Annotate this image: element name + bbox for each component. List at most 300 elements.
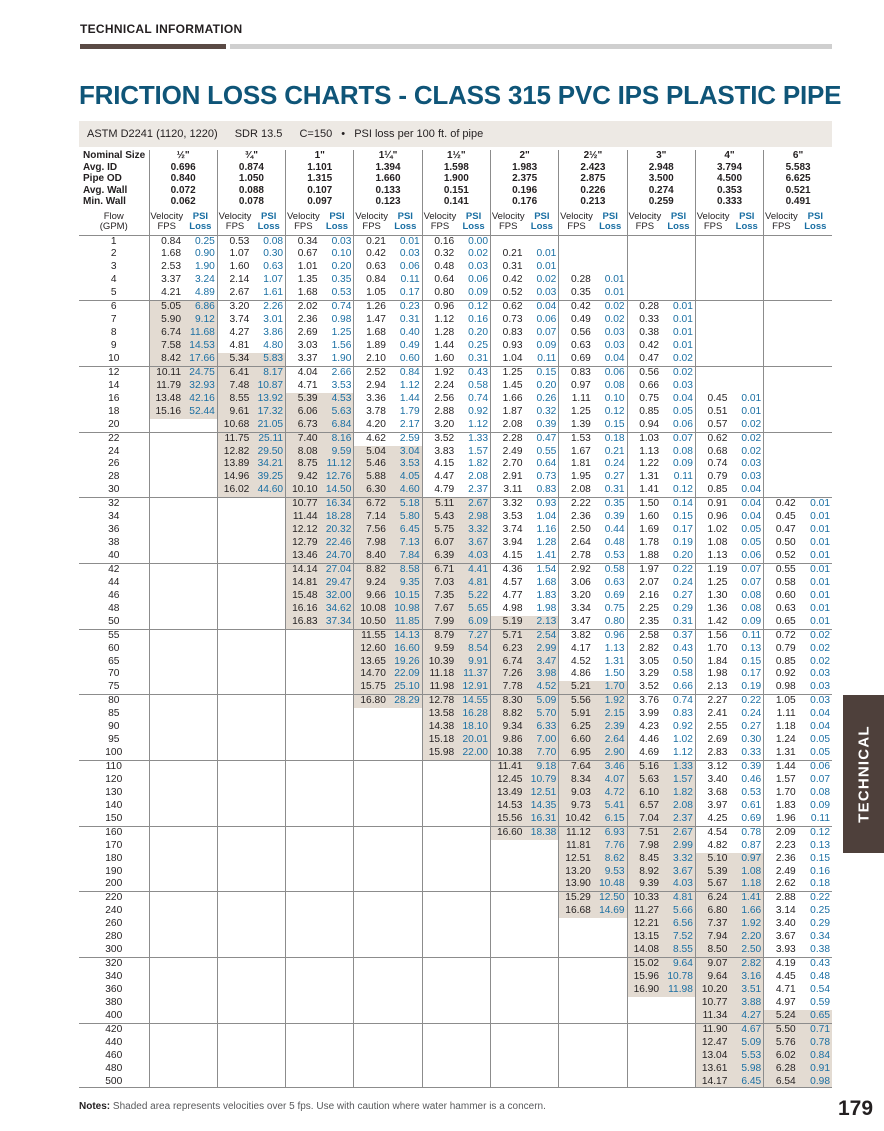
velocity-cell — [149, 800, 184, 813]
psi-loss-cell — [662, 235, 695, 248]
psi-loss-cell: 9.53 — [594, 866, 627, 879]
spec-label: Nominal Size — [83, 150, 146, 161]
velocity-cell: 2.24 — [422, 380, 457, 393]
velocity-cell — [286, 629, 321, 642]
velocity-cell — [286, 878, 321, 891]
velocity-cell: 2.92 — [559, 563, 594, 576]
velocity-cell — [149, 419, 184, 432]
velocity-cell: 0.53 — [217, 235, 252, 248]
psi-loss-cell — [252, 550, 285, 563]
psi-loss-cell: 0.31 — [604, 484, 625, 496]
flow-cell: 280 — [105, 931, 123, 943]
table-row — [79, 853, 832, 866]
velocity-cell — [354, 905, 389, 918]
psi-loss-cell — [730, 366, 763, 379]
psi-loss-cell: 12.91 — [457, 681, 490, 694]
psi-loss-cell: 0.49 — [399, 340, 420, 351]
psi-loss-cell: 0.25 — [468, 340, 488, 351]
flow-cell: 500 — [105, 1075, 123, 1087]
velocity-cell — [490, 1063, 525, 1076]
velocity-cell: 6.06 — [286, 406, 321, 419]
psi-loss-cell — [252, 603, 285, 616]
velocity-cell: 10.50 — [354, 616, 389, 629]
velocity-cell: 7.14 — [354, 511, 389, 524]
velocity-cell — [422, 1037, 457, 1050]
velocity-cell: 1.11 — [559, 393, 594, 406]
velocity-cell — [149, 721, 184, 734]
velocity-cell — [286, 708, 321, 721]
velocity-cell: 2.28 — [490, 432, 525, 445]
psi-loss-cell — [184, 446, 217, 459]
psi-loss-cell: 0.78 — [799, 1037, 832, 1050]
velocity-cell: 13.65 — [354, 656, 389, 669]
loss-header: Loss — [325, 221, 349, 232]
velocity-cell — [559, 1037, 594, 1050]
velocity-cell: 0.55 — [764, 563, 799, 576]
velocity-cell — [217, 931, 252, 944]
velocity-cell — [217, 958, 252, 971]
velocity-cell — [286, 656, 321, 669]
velocity-cell: 4.15 — [490, 550, 525, 563]
psi-loss-cell — [799, 340, 832, 353]
psi-loss-cell — [184, 971, 217, 984]
pipe-size: 3" — [627, 150, 695, 162]
velocity-cell — [695, 248, 730, 261]
psi-loss-cell — [525, 918, 558, 931]
table-row — [79, 918, 832, 931]
psi-loss-cell — [662, 1010, 695, 1023]
velocity-cell: 2.02 — [286, 301, 321, 314]
velocity-cell — [354, 997, 389, 1010]
table-row — [79, 800, 832, 813]
velocity-cell — [627, 235, 662, 248]
psi-loss-cell: 0.66 — [673, 681, 693, 693]
psi-loss-cell: 1.44 — [399, 392, 420, 404]
velocity-cell — [490, 840, 525, 853]
velocity-cell: 13.61 — [695, 1063, 730, 1076]
psi-loss-cell — [730, 274, 763, 287]
psi-loss-cell — [389, 958, 422, 971]
velocity-cell: 6.25 — [559, 721, 594, 734]
pipe-avg_wall: 0.133 — [354, 185, 422, 197]
velocity-cell: 15.75 — [354, 681, 389, 694]
velocity-cell: 6.72 — [354, 498, 389, 511]
psi-loss-cell — [799, 235, 832, 248]
psi-loss-cell — [594, 944, 627, 957]
psi-loss-cell — [525, 1050, 558, 1063]
psi-loss-cell: 2.08 — [662, 800, 695, 813]
flow-cell: 65 — [108, 655, 120, 667]
velocity-cell: 6.41 — [217, 366, 252, 379]
velocity-cell — [627, 1050, 662, 1063]
velocity-cell — [149, 878, 184, 891]
psi-loss-cell: 8.62 — [594, 853, 627, 866]
velocity-cell: 2.50 — [559, 524, 594, 537]
velocity-cell — [217, 616, 252, 629]
velocity-cell: 11.98 — [422, 681, 457, 694]
velocity-cell — [217, 944, 252, 957]
velocity-cell: 2.13 — [695, 681, 730, 694]
psi-loss-cell — [389, 971, 422, 984]
psi-loss-cell — [799, 366, 832, 379]
velocity-cell: 5.05 — [149, 301, 184, 314]
psi-loss-cell — [184, 1050, 217, 1063]
velocity-cell: 2.53 — [149, 261, 184, 274]
velocity-cell: 0.52 — [764, 550, 799, 563]
table-row — [79, 563, 832, 576]
psi-loss-cell: 1.98 — [536, 602, 557, 614]
velocity-cell: 4.82 — [695, 840, 730, 853]
psi-loss-cell: 7.00 — [525, 734, 558, 747]
psi-loss-cell: 0.15 — [741, 655, 762, 667]
psi-loss-cell — [457, 931, 490, 944]
psi-loss-cell: 0.33 — [741, 747, 762, 759]
psi-loss-cell: 0.96 — [594, 629, 627, 642]
psi-loss-cell: 0.02 — [604, 314, 625, 326]
psi-loss-cell: 0.08 — [604, 379, 625, 391]
velocity-cell: 10.39 — [422, 656, 457, 669]
psi-loss-cell: 0.21 — [604, 445, 625, 457]
psi-loss-cell — [252, 1010, 285, 1023]
pipe-od: 2.375 — [490, 173, 558, 185]
psi-loss-cell: 0.15 — [810, 852, 830, 864]
psi-loss-cell: 8.17 — [252, 366, 285, 379]
flow-cell: 16 — [108, 392, 120, 404]
velocity-cell: 0.31 — [490, 261, 525, 274]
velocity-cell: 8.40 — [354, 550, 389, 563]
velocity-cell — [490, 958, 525, 971]
velocity-cell: 9.66 — [354, 590, 389, 603]
psi-loss-cell: 3.53 — [331, 379, 352, 391]
velocity-header: Velocity — [696, 211, 730, 222]
velocity-cell — [149, 471, 184, 484]
psi-loss-cell — [730, 235, 763, 248]
psi-loss-cell — [252, 681, 285, 694]
velocity-cell — [559, 944, 594, 957]
notes — [79, 1101, 546, 1112]
psi-loss-cell — [457, 905, 490, 918]
psi-loss-cell: 0.11 — [730, 629, 763, 642]
psi-loss-cell: 0.29 — [673, 602, 693, 614]
velocity-cell: 6.28 — [764, 1063, 799, 1076]
psi-loss-cell: 0.63 — [604, 576, 625, 588]
velocity-cell: 6.71 — [422, 563, 457, 576]
velocity-cell — [217, 524, 252, 537]
pipe-avg_id: 1.394 — [354, 162, 422, 174]
velocity-cell — [149, 984, 184, 997]
psi-loss-cell: 0.12 — [604, 405, 625, 417]
flow-cell: 70 — [108, 668, 120, 680]
pipe-avg_id: 1.983 — [490, 162, 558, 174]
velocity-cell: 3.11 — [490, 484, 525, 497]
psi-loss-cell: 0.07 — [662, 432, 695, 445]
psi-loss-cell — [799, 274, 832, 287]
velocity-cell — [217, 577, 252, 590]
velocity-cell: 2.56 — [422, 393, 457, 406]
table-row — [79, 458, 832, 471]
psi-loss-cell: 0.03 — [604, 340, 625, 351]
velocity-cell — [354, 1037, 389, 1050]
psi-loss-cell: 0.73 — [536, 471, 557, 483]
psi-loss-cell: 6.45 — [730, 1076, 763, 1089]
table-row — [79, 1023, 832, 1036]
velocity-cell: 16.68 — [559, 905, 594, 918]
velocity-cell: 1.57 — [764, 774, 799, 787]
table-row — [79, 826, 832, 839]
velocity-cell — [695, 235, 730, 248]
fps-header: FPS — [422, 222, 457, 236]
velocity-cell — [627, 1063, 662, 1076]
velocity-cell — [149, 787, 184, 800]
velocity-cell: 7.94 — [695, 931, 730, 944]
psi-header: PSI — [739, 211, 755, 222]
velocity-cell — [149, 747, 184, 760]
velocity-cell — [422, 826, 457, 839]
table-row — [79, 432, 832, 445]
psi-loss-cell — [184, 984, 217, 997]
psi-loss-cell — [457, 761, 490, 774]
velocity-cell: 11.81 — [559, 840, 594, 853]
velocity-cell — [217, 984, 252, 997]
velocity-cell: 7.78 — [490, 681, 525, 694]
psi-loss-cell: 0.22 — [662, 563, 695, 576]
velocity-cell: 1.07 — [217, 248, 252, 261]
velocity-cell: 8.55 — [217, 393, 252, 406]
psi-loss-cell: 0.69 — [604, 589, 625, 601]
pipe-min_wall: 0.213 — [559, 196, 627, 208]
psi-loss-cell: 0.01 — [673, 327, 693, 339]
velocity-cell: 3.68 — [695, 787, 730, 800]
psi-loss-cell — [662, 274, 695, 287]
velocity-cell: 16.90 — [627, 984, 662, 997]
velocity-cell — [217, 918, 252, 931]
pipe-min_wall: 0.491 — [764, 196, 832, 208]
psi-loss-cell: 0.30 — [263, 248, 284, 260]
psi-loss-cell — [184, 563, 217, 576]
velocity-cell: 8.50 — [695, 944, 730, 957]
psi-loss-cell — [594, 261, 627, 274]
loss-header: Loss — [735, 221, 758, 232]
velocity-cell: 12.45 — [490, 774, 525, 787]
table-row — [79, 393, 832, 406]
velocity-cell: 4.71 — [764, 984, 799, 997]
velocity-cell: 9.42 — [286, 471, 321, 484]
psi-loss-cell — [457, 1063, 490, 1076]
velocity-cell — [149, 550, 184, 563]
velocity-cell — [149, 668, 184, 681]
psi-loss-cell — [184, 1010, 217, 1023]
psi-loss-cell — [799, 458, 832, 471]
velocity-cell — [149, 537, 184, 550]
psi-loss-cell — [184, 643, 217, 656]
psi-loss-cell — [184, 629, 217, 642]
velocity-cell: 3.52 — [627, 681, 662, 694]
velocity-cell — [490, 931, 525, 944]
loss-header: Loss — [599, 221, 622, 232]
psi-loss-cell: 0.84 — [389, 366, 422, 379]
psi-loss-cell: 3.32 — [662, 853, 695, 866]
velocity-cell — [286, 747, 321, 760]
velocity-cell — [149, 563, 184, 576]
velocity-cell: 3.53 — [490, 511, 525, 524]
velocity-cell: 11.34 — [695, 1010, 730, 1023]
psi-loss-cell: 3.32 — [457, 524, 490, 537]
psi-loss-cell: 0.35 — [594, 498, 627, 511]
velocity-cell — [559, 997, 594, 1010]
psi-loss-cell: 1.70 — [594, 681, 627, 694]
psi-loss-cell: 5.09 — [525, 695, 558, 708]
velocity-cell: 6.80 — [695, 905, 730, 918]
velocity-cell — [217, 498, 252, 511]
psi-loss-cell: 1.08 — [730, 866, 763, 879]
flow-cell: 260 — [105, 918, 123, 930]
psi-loss-cell — [184, 577, 217, 590]
psi-loss-cell: 0.08 — [741, 602, 762, 614]
pipe-od: 6.625 — [764, 173, 832, 185]
psi-loss-cell — [184, 708, 217, 721]
psi-loss-cell: 32.00 — [321, 590, 354, 603]
psi-loss-cell: 5.70 — [525, 708, 558, 721]
flow-cell: 380 — [105, 996, 123, 1008]
table-row — [79, 866, 832, 879]
psi-loss-cell: 0.05 — [741, 524, 762, 536]
psi-loss-cell: 0.01 — [604, 274, 625, 286]
velocity-cell — [149, 1037, 184, 1050]
psi-loss-cell — [389, 878, 422, 891]
velocity-cell: 10.68 — [217, 419, 252, 432]
psi-loss-cell: 14.13 — [389, 629, 422, 642]
psi-loss-cell: 4.53 — [321, 393, 354, 406]
table-row — [79, 498, 832, 511]
flow-cell: 22 — [79, 432, 149, 445]
velocity-cell: 2.83 — [695, 747, 730, 760]
psi-loss-cell: 18.28 — [321, 511, 354, 524]
velocity-cell — [149, 734, 184, 747]
table-row — [79, 971, 832, 984]
flow-cell: 34 — [108, 511, 120, 523]
psi-loss-cell: 18.38 — [525, 826, 558, 839]
psi-loss-cell: 19.26 — [389, 656, 422, 669]
psi-loss-cell — [799, 314, 832, 327]
psi-loss-cell — [252, 1050, 285, 1063]
velocity-cell: 3.37 — [149, 274, 184, 287]
velocity-cell: 12.60 — [354, 643, 389, 656]
psi-loss-cell: 16.31 — [525, 813, 558, 826]
psi-loss-cell: 3.04 — [389, 446, 422, 459]
velocity-cell: 13.90 — [559, 878, 594, 891]
psi-header: PSI — [329, 211, 345, 222]
psi-loss-cell: 0.91 — [799, 1063, 832, 1076]
flow-cell: 170 — [105, 839, 123, 851]
psi-loss-cell — [252, 971, 285, 984]
psi-loss-cell — [594, 984, 627, 997]
velocity-cell — [422, 905, 457, 918]
velocity-cell — [764, 261, 799, 274]
psi-loss-cell: 0.24 — [741, 708, 762, 720]
velocity-cell: 4.81 — [217, 340, 252, 353]
psi-loss-cell: 0.08 — [810, 786, 830, 798]
psi-loss-cell: 4.27 — [730, 1010, 763, 1023]
table-row — [79, 340, 832, 353]
psi-loss-cell — [457, 866, 490, 879]
psi-loss-cell — [799, 261, 832, 274]
psi-loss-cell: 1.12 — [468, 418, 488, 430]
velocity-cell: 0.83 — [490, 327, 525, 340]
velocity-cell: 0.42 — [354, 248, 389, 261]
psi-loss-cell: 0.69 — [741, 812, 762, 824]
psi-loss-cell: 0.78 — [730, 826, 763, 839]
velocity-cell: 0.92 — [764, 668, 799, 681]
velocity-cell — [490, 984, 525, 997]
velocity-cell: 11.75 — [217, 432, 252, 445]
velocity-cell: 0.73 — [490, 314, 525, 327]
velocity-cell — [217, 643, 252, 656]
velocity-cell: 1.56 — [695, 629, 730, 642]
velocity-cell: 3.99 — [627, 708, 662, 721]
psi-loss-cell: 5.22 — [457, 590, 490, 603]
table-row — [79, 878, 832, 891]
psi-loss-cell: 22.09 — [389, 668, 422, 681]
velocity-cell: 0.42 — [559, 301, 594, 314]
velocity-cell: 1.28 — [422, 327, 457, 340]
psi-loss-cell — [321, 853, 354, 866]
velocity-cell — [217, 878, 252, 891]
psi-loss-cell — [389, 905, 422, 918]
velocity-cell — [217, 563, 252, 576]
velocity-cell: 4.98 — [490, 603, 525, 616]
velocity-cell — [422, 774, 457, 787]
psi-loss-cell: 0.03 — [468, 261, 488, 273]
velocity-cell: 3.20 — [422, 419, 457, 432]
velocity-cell — [217, 656, 252, 669]
velocity-cell: 6.74 — [490, 656, 525, 669]
velocity-cell: 9.34 — [490, 721, 525, 734]
psi-loss-cell: 0.09 — [468, 287, 488, 299]
pipe-od: 2.875 — [559, 173, 627, 185]
psi-loss-cell — [321, 878, 354, 891]
psi-loss-cell — [321, 984, 354, 997]
psi-loss-cell — [184, 853, 217, 866]
flow-cell: 100 — [105, 747, 123, 759]
velocity-cell: 5.43 — [422, 511, 457, 524]
psi-loss-cell — [389, 931, 422, 944]
psi-loss-cell — [321, 826, 354, 839]
psi-loss-cell: 0.11 — [537, 352, 557, 364]
psi-loss-cell — [594, 958, 627, 971]
velocity-cell — [422, 1010, 457, 1023]
velocity-cell: 5.76 — [764, 1037, 799, 1050]
velocity-cell — [354, 800, 389, 813]
velocity-cell — [354, 1023, 389, 1036]
velocity-cell: 7.98 — [354, 537, 389, 550]
velocity-cell: 10.42 — [559, 813, 594, 826]
page-title: FRICTION LOSS CHARTS - CLASS 315 PVC IPS PLASTIC PIPE — [79, 80, 842, 110]
velocity-cell — [354, 1050, 389, 1063]
psi-loss-cell: 0.74 — [321, 301, 354, 314]
psi-loss-cell: 10.15 — [389, 590, 422, 603]
velocity-cell: 4.57 — [490, 577, 525, 590]
psi-loss-cell: 0.92 — [673, 721, 693, 733]
psi-loss-cell — [457, 892, 490, 905]
velocity-cell: 1.50 — [627, 498, 662, 511]
psi-loss-cell: 11.12 — [321, 458, 354, 471]
velocity-cell: 0.83 — [559, 366, 594, 379]
psi-loss-cell: 3.86 — [263, 327, 284, 339]
psi-loss-cell: 0.22 — [730, 695, 763, 708]
velocity-cell — [422, 1063, 457, 1076]
loss-header: Loss — [394, 221, 417, 232]
psi-loss-cell — [457, 878, 490, 891]
